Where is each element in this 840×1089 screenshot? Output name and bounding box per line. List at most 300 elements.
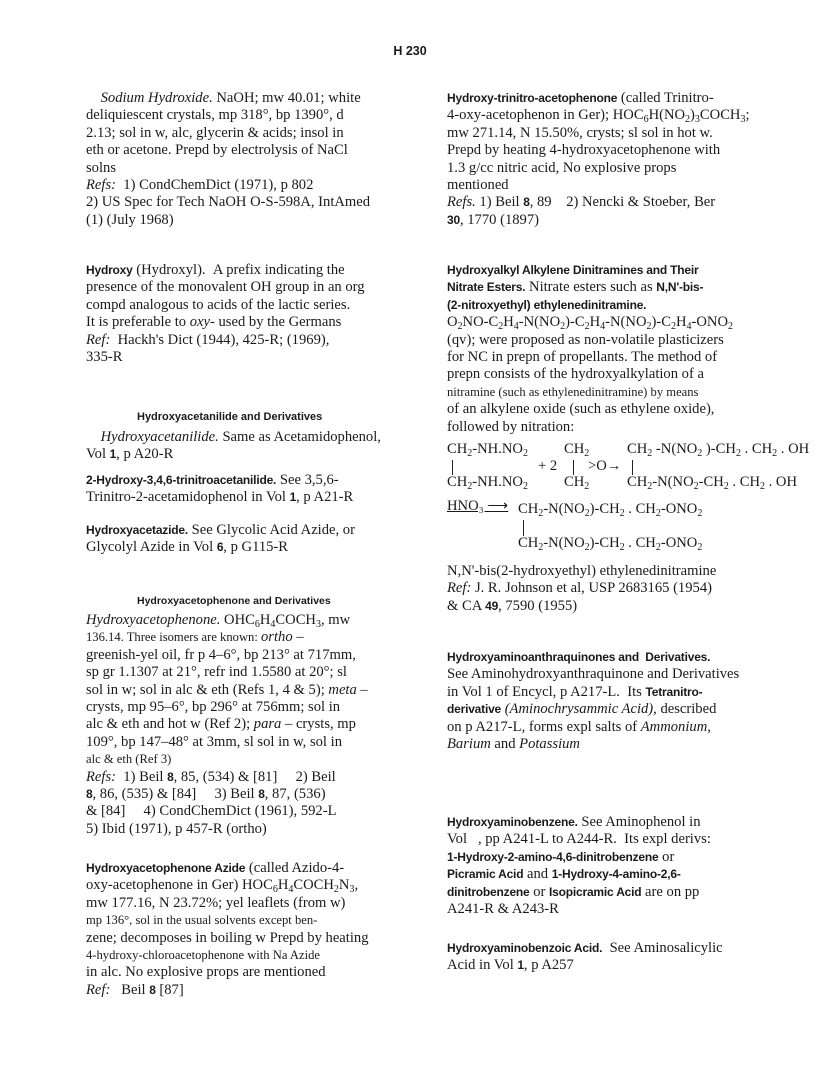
text-run: -N(NO [543, 535, 585, 551]
text-run: Beil [110, 981, 150, 998]
text-run: H [589, 314, 601, 331]
text-run: -CH [698, 474, 724, 490]
text-line [86, 429, 381, 446]
text-line [86, 297, 350, 314]
text-line [86, 612, 350, 629]
text-run: CH [627, 474, 648, 490]
italic-text: Potassium [519, 736, 580, 752]
text-line [86, 349, 122, 366]
subscript: 2 [584, 448, 590, 459]
text-run: N [338, 877, 350, 894]
text-line [86, 664, 347, 681]
text-line [447, 814, 701, 831]
subscript: 3 [694, 114, 700, 126]
reactant-2-bottom [564, 474, 589, 492]
text-run: H [277, 877, 289, 894]
bold-text: 8 [523, 195, 530, 210]
text-line [86, 930, 369, 947]
text-line [86, 751, 171, 768]
text-line [86, 107, 344, 124]
text-run [86, 90, 101, 106]
text-run: , 85, (534) & [81] 2) Beil [173, 768, 336, 785]
subscript: 2 [685, 114, 691, 126]
text-line [447, 212, 539, 229]
bond-line [523, 520, 524, 536]
text-run: See Glycolic Acid Azide, or [187, 522, 355, 538]
text-line [86, 629, 304, 646]
italic-text: Sodium Hydroxide. [100, 90, 213, 106]
text-run: alc & eth (Ref 3) [86, 752, 172, 767]
italic-text: Ref: [86, 331, 111, 348]
subscript: 2 [646, 321, 652, 333]
reactant-2-top [564, 441, 589, 459]
text-line [447, 419, 574, 436]
subscript: 6 [272, 884, 278, 896]
subscript: 2 [735, 448, 741, 459]
text-run: mw 177.16, N 23.72%; yel leaflets (from w) [86, 894, 346, 911]
italic-text: Ammonium, [640, 718, 711, 735]
text-run: oxy-acetophenone in Ger) HOC [86, 877, 273, 894]
text-run: Hackh's Dict (1944), 425-R; (1969), [110, 331, 330, 348]
text-run: -N(NO [605, 314, 647, 331]
text-run: -N(NO [652, 474, 694, 490]
text-run: . CH [624, 501, 656, 517]
subscript: 3 [740, 114, 746, 126]
text-run: solns [86, 159, 117, 176]
bold-text: derivative [447, 702, 502, 717]
text-run: , 87, (536) [264, 786, 326, 802]
text-run: CH [447, 474, 468, 490]
section-heading-acetanilide: Hydroxyacetanilide and Derivatives [137, 411, 323, 423]
text-run: mw 271.14, N 15.50%, crysts; sl sol in hot w. [447, 124, 713, 141]
text-run: followed by nitration: [447, 418, 575, 435]
text-run: sp gr 1.1307 at 21°, refr ind 1.5580 at 20°; sl [86, 664, 347, 681]
text-line [86, 982, 184, 999]
text-line [447, 194, 715, 211]
italic-text: Barium [447, 736, 491, 752]
text-line [86, 125, 344, 142]
bold-text: Hydroxyalkyl Alkylene Dinitramines and Their [447, 263, 699, 277]
text-run: -NH.NO [472, 441, 523, 457]
text-line [447, 866, 681, 883]
text-run: Glycolyl Azide in Vol [86, 539, 217, 556]
text-run: H [675, 314, 687, 331]
text-run: nitramine (such as ethylenedinitramine) by means [447, 384, 699, 399]
text-line [86, 947, 320, 964]
plus-two: + 2 [538, 458, 558, 474]
bold-text: Isopicramic Acid [549, 884, 642, 899]
bold-text: Hydroxyacetophenone Azide [86, 861, 246, 875]
text-run: 1) CondChemDict (1971), p 802 [116, 177, 314, 193]
text-run: , 89 2) Nencki & Stoeber, Ber [529, 194, 716, 211]
text-run: ) [690, 107, 695, 124]
section-heading-acetophenone: Hydroxyacetophenone and Derivatives [137, 595, 331, 607]
subscript: 2 [772, 448, 778, 459]
text-run: (Hydroxyl). A prefix indicating the [132, 262, 345, 278]
text-line [447, 160, 676, 177]
text-run: COCH [293, 877, 334, 894]
subscript: 2 [538, 508, 544, 519]
text-run: & CA [447, 597, 486, 614]
text-run: ; [745, 107, 750, 124]
text-run: eth or acetone. Prepd by electrolysis of NaCl [86, 142, 348, 159]
subscript: 2 [647, 481, 653, 492]
text-run: COCH [275, 612, 316, 628]
text-run: , 1770 (1897) [459, 211, 539, 228]
text-run: NO-C [462, 314, 499, 331]
text-run: Prepd by heating 4-hydroxyacetophenone with [447, 142, 721, 159]
text-line [447, 849, 674, 866]
reactant-1-bottom [447, 474, 528, 492]
text-line [447, 125, 713, 142]
text-line [86, 446, 173, 463]
italic-text: Refs: [86, 768, 116, 785]
subscript: 2 [619, 542, 625, 553]
subscript: 2 [693, 481, 699, 492]
text-run: described [656, 701, 717, 718]
text-run: Acid in Vol [447, 957, 518, 974]
bold-text: 1 [109, 447, 117, 462]
text-line [86, 895, 345, 912]
text-run: OHC [220, 612, 255, 628]
subscript: 6 [254, 619, 260, 630]
bold-text: Hydroxyaminobenzoic Acid. [447, 941, 603, 955]
text-line [86, 769, 336, 786]
text-run: & [84] 4) CondChemDict (1961), 592-L [86, 803, 337, 820]
text-run: COCH [699, 107, 741, 124]
subscript: 2 [538, 542, 544, 553]
text-line [447, 142, 720, 159]
text-line [86, 160, 116, 177]
bold-text: dinitrobenzene [447, 884, 530, 899]
text-line [447, 563, 716, 580]
text-run: greenish-yel oil, fr p 4–6°, bp 213° at 717mm, [86, 646, 356, 663]
text-line [86, 821, 267, 838]
text-line [447, 90, 714, 107]
text-line [447, 297, 646, 314]
text-run: . CH [728, 474, 760, 490]
text-run: or [529, 883, 550, 900]
text-line [447, 349, 717, 366]
text-run: of an alkylene oxide (such as ethylene oxide), [447, 401, 715, 418]
bold-text: 6 [216, 540, 224, 555]
italic-text: Refs: [86, 177, 116, 193]
text-line [86, 912, 317, 929]
bold-text: 1-Hydroxy-2-amino-4,6-dinitrobenzene [447, 849, 659, 864]
text-line [86, 332, 329, 349]
text-run: 1.3 g/cc nitric acid, No explosive props [447, 159, 677, 176]
text-line [86, 262, 345, 279]
bold-text: 8 [258, 787, 265, 801]
text-run: (qv); were proposed as non-volatile plasticizers [447, 331, 724, 348]
bold-text: N,N'-bis- [656, 280, 704, 295]
text-run: Trinitro-2-acetamidophenol in Vol [86, 489, 290, 506]
text-line [447, 666, 739, 683]
text-line [86, 177, 313, 194]
text-run: )-CH [702, 441, 736, 457]
subscript: 2 [467, 481, 473, 492]
text-run: CH [447, 441, 468, 457]
text-run: -ONO [691, 314, 728, 331]
text-run: , 86, (535) & [84] 3) Beil [92, 786, 259, 802]
text-run: A241-R & A243-R [447, 901, 559, 917]
text-line [447, 736, 580, 753]
text-run: on p A217-L, forms expl salts of [447, 718, 641, 735]
bold-text: 8 [167, 769, 174, 784]
reactant-1-top [447, 441, 528, 459]
text-run: CH [518, 535, 539, 551]
text-run: H(NO [648, 107, 686, 124]
italic-text: oxy- [189, 314, 215, 331]
text-line [447, 279, 703, 296]
text-line [447, 580, 712, 597]
bond-line [632, 460, 633, 475]
text-run: CH [564, 441, 585, 457]
subscript: 2 [723, 481, 729, 492]
text-line [86, 142, 348, 159]
bold-text: 8 [149, 982, 156, 997]
bold-text: Nitrate Esters. [447, 280, 526, 295]
subscript: 2 [522, 448, 528, 459]
text-line [86, 803, 337, 820]
subscript: 4 [513, 321, 519, 333]
text-run: used by the Germans [214, 314, 342, 331]
text-line [86, 539, 288, 556]
italic-text: Hydroxyacetanilide. [100, 429, 219, 445]
subscript: 2 [727, 321, 733, 333]
text-run: CH [627, 441, 648, 457]
text-line [447, 831, 711, 848]
text-run: deliquiescent crystals, mp 318°, bp 1390°, d [86, 107, 344, 124]
text-run: 335-R [86, 349, 123, 365]
text-run: , 7590 (1955) [498, 597, 578, 614]
text-run: and [490, 736, 520, 752]
text-run: -NH.NO [472, 474, 523, 490]
bond-line [573, 460, 574, 475]
text-run: -N(NO [518, 314, 561, 331]
subscript: 2 [498, 321, 504, 333]
italic-text: Ref: [447, 580, 472, 597]
subscript: 2 [655, 508, 661, 519]
text-line [447, 884, 699, 901]
text-run: zene; decomposes in boiling w Prepd by heating [86, 929, 369, 946]
text-run: H [503, 314, 514, 331]
text-run: , p G115-R [223, 539, 289, 556]
text-run: 1) Beil [475, 194, 524, 211]
text-line [86, 212, 174, 229]
subscript: 2 [457, 321, 463, 333]
text-line [86, 522, 355, 539]
text-run: N,N'-bis(2-hydroxyethyl) ethylenedinitramine [447, 563, 717, 579]
nitric-acid-reagent: HNO₃ ⟶ [447, 498, 509, 514]
text-run: and [523, 866, 552, 883]
subscript: 2 [467, 448, 473, 459]
bold-text: Hydroxy [86, 263, 133, 277]
text-run: 4-oxy-acetophenon in Ger); HOC [447, 107, 644, 124]
text-line [447, 401, 714, 418]
text-line [447, 332, 724, 349]
text-run: , mw [320, 612, 351, 628]
text-line [86, 194, 370, 211]
text-line [447, 701, 716, 718]
text-run: or [658, 848, 675, 865]
text-line [447, 314, 733, 331]
text-run: , p A257 [523, 957, 574, 974]
text-run: . CH [740, 441, 773, 457]
subscript: 2 [670, 321, 676, 333]
subscript: 2 [655, 542, 661, 553]
text-run: [87] [155, 981, 184, 998]
subscript: 4 [288, 884, 294, 896]
text-line [447, 366, 704, 383]
bold-text: 2-Hydroxy-3,4,6-trinitroacetanilide. [86, 473, 277, 487]
text-line [447, 649, 710, 666]
text-run [86, 429, 101, 445]
text-run: 109°, bp 147–48° at 3mm, sl sol in w, sol in [86, 733, 342, 750]
italic-text: (Aminochrysammic Acid), [501, 701, 657, 718]
text-run: 136.14. Three isomers are known: [86, 630, 261, 645]
text-line [86, 964, 326, 981]
text-line [86, 472, 339, 489]
bold-text: Picramic Acid [447, 867, 524, 882]
text-run: -N(NO [652, 441, 698, 457]
italic-text: meta [328, 681, 357, 698]
bold-text: Hydroxyacetazide. [86, 523, 188, 537]
text-run: O [447, 314, 458, 331]
text-run: 4-hydroxy-chloroacetophenone with Na Azide [86, 948, 320, 962]
text-run: , p A20-R [116, 446, 174, 463]
text-line [86, 90, 361, 107]
text-line [447, 940, 723, 957]
italic-text: Ref: [86, 981, 111, 998]
text-line [86, 647, 356, 664]
text-line [447, 262, 699, 279]
subscript: 2 [522, 481, 528, 492]
text-run: sol in w; sol in alc & eth (Refs 1, 4 & 5); [86, 681, 329, 698]
subscript: 4 [270, 619, 276, 630]
text-run: for NC in prepn of propellants. The method of [447, 349, 718, 365]
text-line [86, 786, 326, 803]
text-line [447, 719, 711, 736]
text-run: )-CH [589, 535, 620, 551]
subscript: 3 [315, 619, 321, 630]
text-run: See Aminosalicylic [602, 940, 723, 956]
subscript: 4 [686, 321, 692, 333]
subscript: 2 [697, 542, 703, 553]
text-run: Vol , pp A241-L to A244-R. Its expl derivs: [447, 831, 711, 848]
bold-text: (2-nitroxyethyl) ethylenedinitramine. [447, 297, 647, 312]
text-run: are on pp [641, 883, 700, 900]
text-line [447, 901, 559, 918]
oxide-arrow: >O→ [588, 458, 622, 474]
text-run: . CH [624, 535, 656, 551]
text-line [86, 489, 353, 506]
final-product-bottom [518, 535, 702, 553]
text-line [86, 734, 342, 751]
subscript: 4 [600, 321, 606, 333]
text-run: NaOH; mw 40.01; white [212, 90, 361, 106]
bold-text: 49 [485, 598, 499, 613]
text-line [447, 177, 509, 194]
text-line [86, 699, 340, 716]
text-run: 2) US Spec for Tech NaOH O-S-598A, IntAmed [86, 194, 371, 211]
subscript: 2 [333, 884, 339, 896]
text-run: crysts, mp 95–6°, bp 296° at 756mm; sol in [86, 699, 341, 715]
bold-text: Tetranitro- [645, 684, 703, 699]
text-run: CH [564, 474, 585, 490]
subscript: 2 [584, 542, 590, 553]
italic-text: Refs. [447, 194, 476, 211]
text-run: in alc. No explosive props are mentioned [86, 964, 326, 981]
text-run: (called Azido-4- [245, 860, 345, 876]
subscript: 6 [643, 114, 649, 126]
bold-text: 1 [517, 958, 524, 973]
text-run: CH [518, 501, 539, 517]
text-run: mentioned [447, 177, 509, 193]
product-1-bottom [627, 474, 797, 492]
text-run: Same as Acetamidophenol, [218, 429, 381, 445]
subscript: 3 [349, 884, 355, 896]
text-run: mp 136°, sol in the usual solvents except ben- [86, 913, 318, 928]
text-line [447, 684, 702, 701]
text-run: – [292, 629, 304, 646]
text-line [86, 279, 365, 296]
subscript: 2 [647, 448, 653, 459]
text-run: . OH [777, 441, 810, 457]
text-run: )-C [651, 314, 671, 331]
text-run: H [259, 612, 271, 628]
text-run: Vol [86, 446, 110, 463]
subscript: 2 [697, 508, 703, 519]
text-line [86, 682, 368, 699]
text-run: -ONO [660, 535, 698, 551]
subscript: 2 [584, 508, 590, 519]
text-run: , p A21-R [296, 489, 354, 506]
text-line [447, 384, 698, 401]
subscript: 2 [619, 508, 625, 519]
text-run: 1) Beil [116, 768, 168, 785]
text-run: – [356, 681, 368, 698]
text-line [86, 314, 341, 331]
subscript: 2 [560, 321, 566, 333]
bold-text: Hydroxyaminobenzene. [447, 815, 578, 829]
text-run: compd analogous to acids of the lactic series. [86, 296, 351, 313]
text-line [86, 877, 358, 894]
text-run: See Aminophenol in [577, 814, 701, 830]
text-run: . OH [764, 474, 798, 490]
bond-line [452, 460, 453, 475]
text-run: J. R. Johnson et al, USP 2683165 (1954) [471, 580, 712, 597]
page-header: H 230 [393, 44, 427, 58]
text-line [86, 860, 344, 877]
italic-text: Hydroxyacetophenone. [86, 612, 221, 628]
bold-text: Hydroxy-trinitro-acetophenone [447, 91, 618, 105]
text-run: 2.13; sol in w, alc, glycerin & acids; insol in [86, 124, 344, 141]
text-run: It is preferable to [86, 314, 190, 331]
text-line [447, 957, 574, 974]
final-product-top [518, 501, 702, 519]
bold-text: 1 [289, 490, 297, 505]
text-run: presence of the monovalent OH group in an org [86, 279, 365, 296]
product-1-top [627, 441, 809, 459]
text-run: (called Trinitro- [617, 90, 714, 106]
text-run: )-CH [589, 501, 620, 517]
text-run: See Aminohydroxyanthraquinone and Derivatives [447, 666, 740, 683]
subscript: 2 [759, 481, 765, 492]
text-run: -ONO [660, 501, 698, 517]
subscript: 2 [584, 321, 590, 333]
text-run: (1) (July 1968) [86, 211, 174, 228]
